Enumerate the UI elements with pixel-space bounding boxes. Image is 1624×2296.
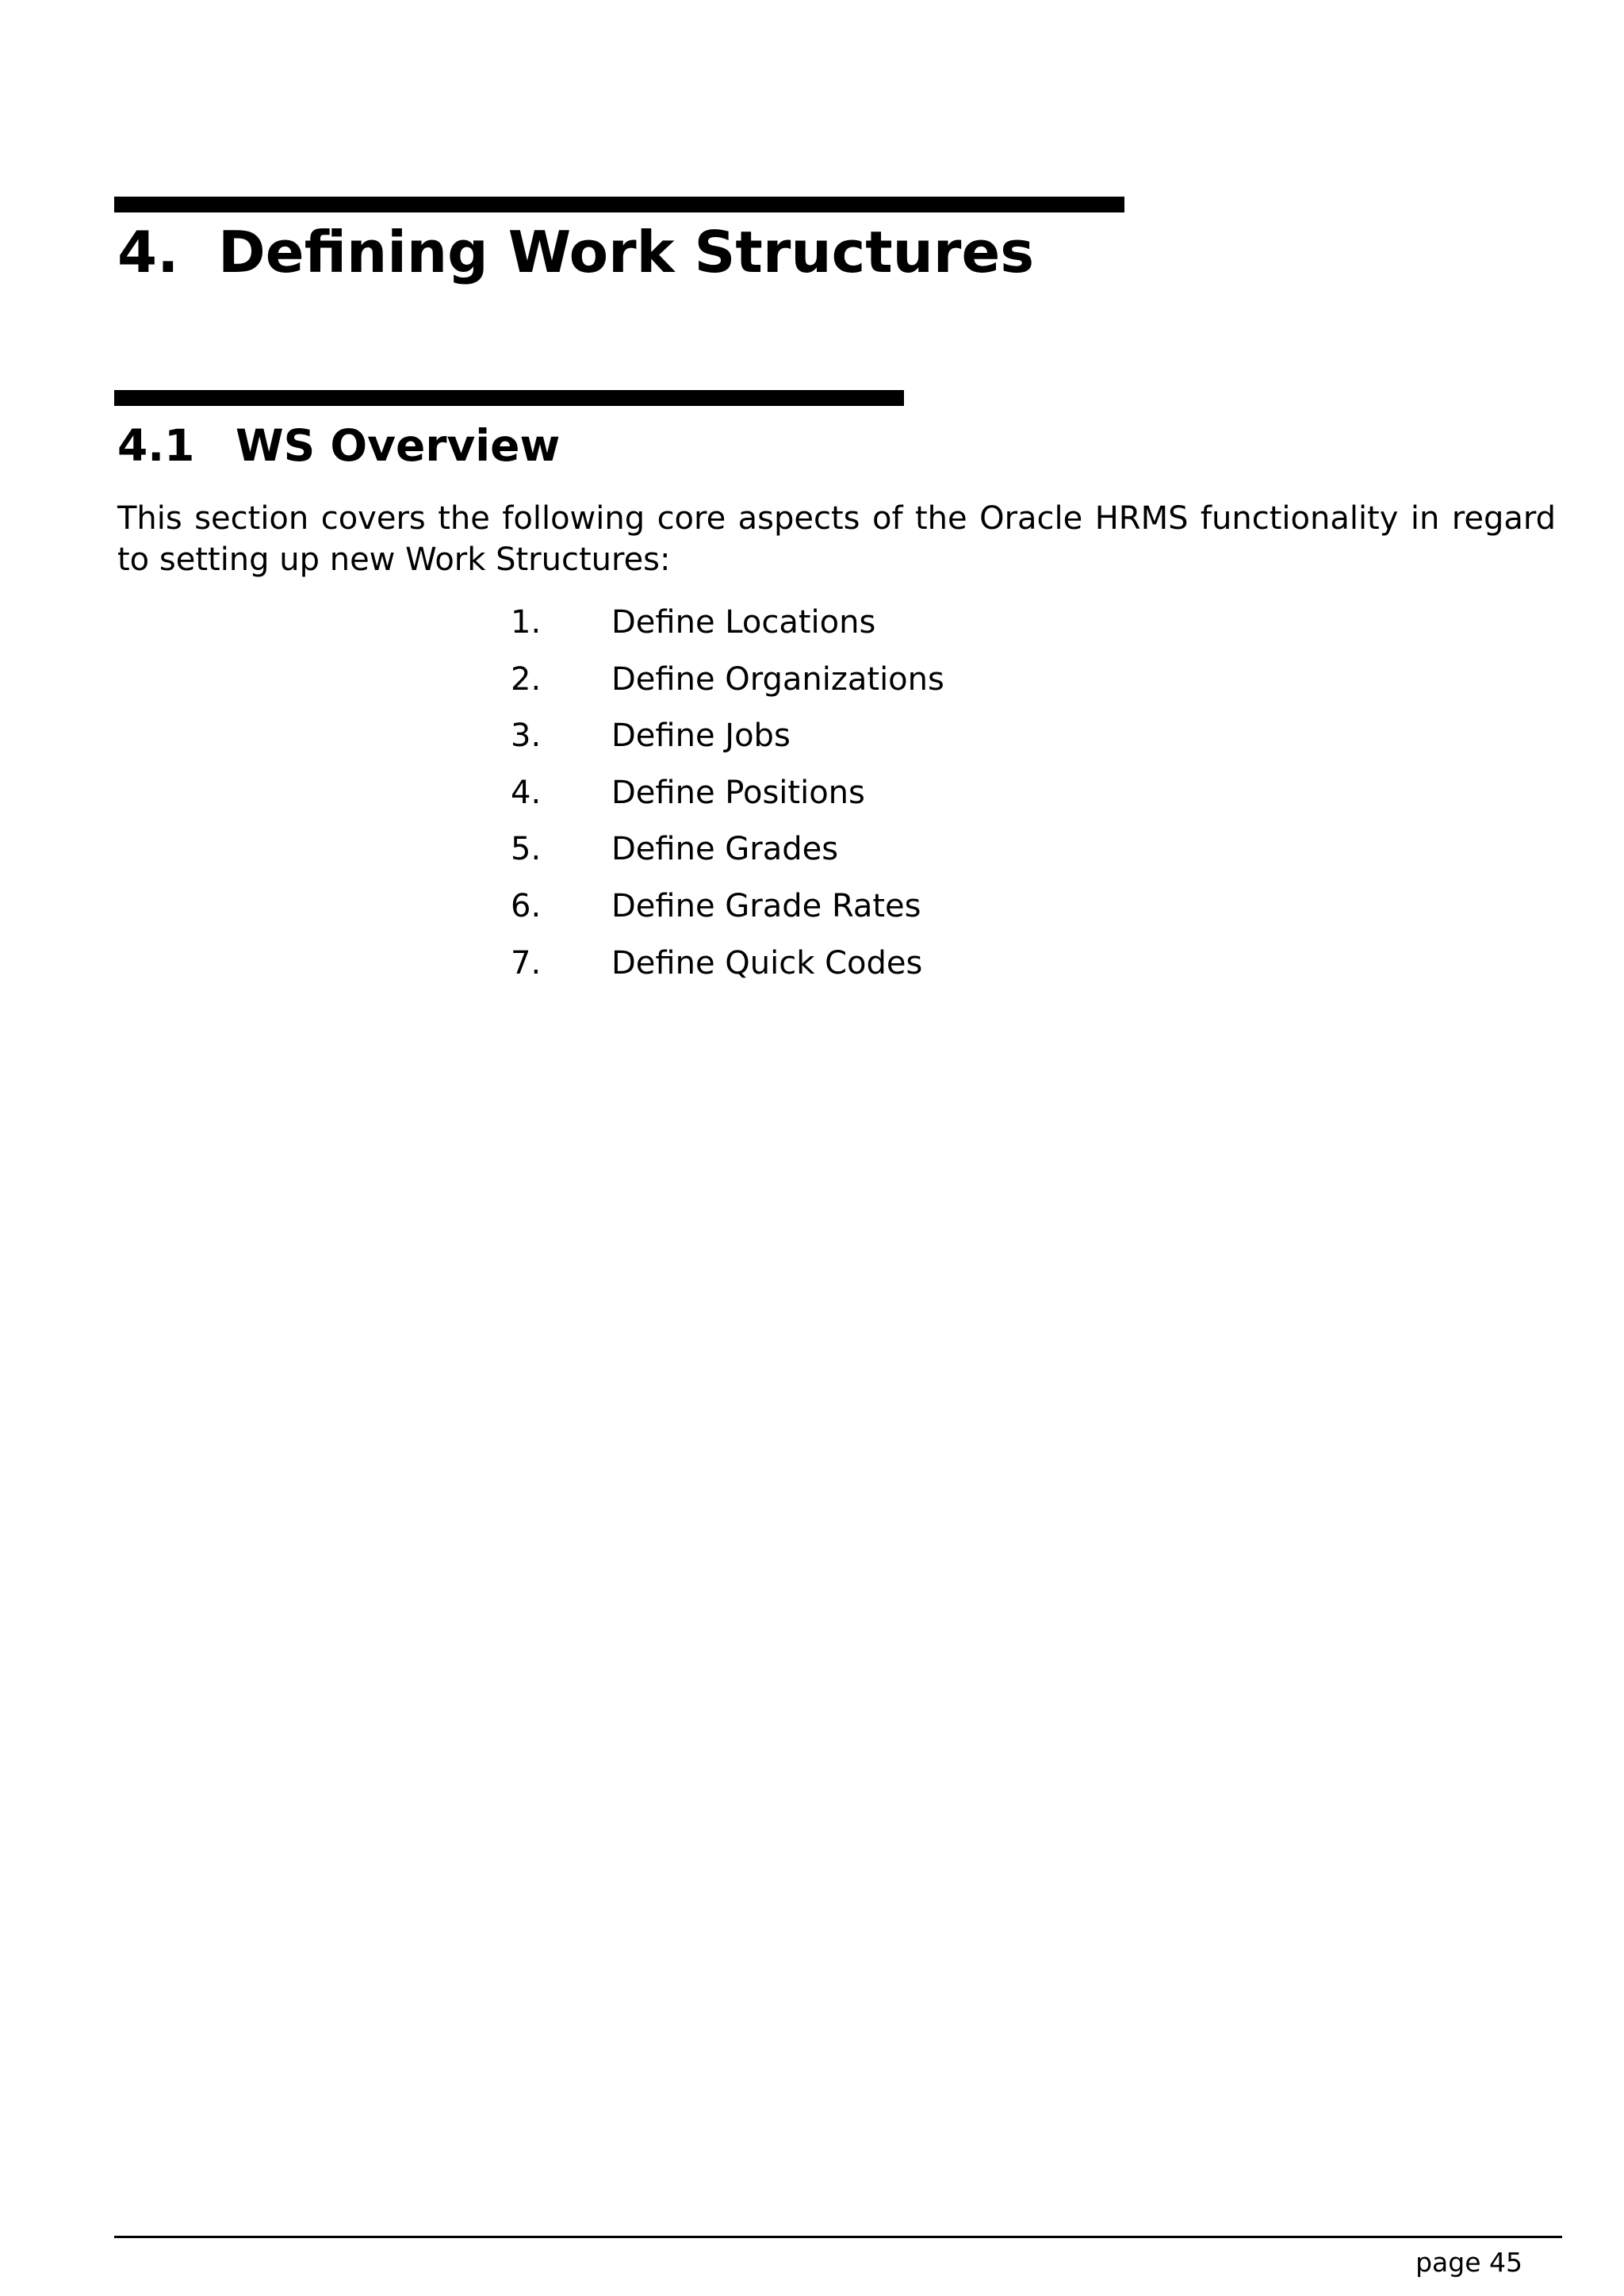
- page-number: page 45: [1415, 2247, 1522, 2278]
- chapter-number: 4.: [117, 219, 179, 285]
- list-item-number: 2.: [511, 660, 542, 698]
- list-item-label: Define Quick Codes: [611, 944, 923, 982]
- section-rule: [114, 390, 904, 406]
- section-title-text: WS Overview: [236, 420, 561, 471]
- list-item-label: Define Organizations: [611, 660, 944, 698]
- steps-list: [511, 595, 944, 992]
- list-item: [511, 821, 944, 878]
- list-item: [511, 652, 944, 709]
- chapter-title-text: Defining Work Structures: [218, 219, 1035, 285]
- footer-rule: [114, 2236, 1562, 2238]
- list-item-number: 6.: [511, 887, 542, 924]
- chapter-title: [117, 212, 1034, 292]
- list-item-number: 7.: [511, 944, 542, 982]
- list-item-number: 4.: [511, 774, 542, 811]
- list-item-number: 3.: [511, 718, 542, 755]
- list-item-label: Define Positions: [611, 774, 865, 811]
- section-number: 4.1: [117, 420, 195, 471]
- list-item: [511, 595, 944, 652]
- list-item: [511, 878, 944, 936]
- list-item-label: Define Jobs: [611, 718, 791, 755]
- list-item-number: 5.: [511, 831, 542, 868]
- list-item-label: Define Grades: [611, 831, 839, 868]
- list-item: [511, 765, 944, 822]
- chapter-rule: [114, 197, 1124, 212]
- list-item-number: 1.: [511, 604, 542, 641]
- intro-paragraph: This section covers the following core aspects of the Oracle HRMS functionality in regard to setting up new Work Structures:: [117, 500, 1556, 578]
- section-title: [117, 414, 560, 477]
- list-item: [511, 936, 944, 993]
- list-item: [511, 708, 944, 765]
- list-item-label: Define Grade Rates: [611, 887, 921, 924]
- list-item-label: Define Locations: [611, 604, 876, 641]
